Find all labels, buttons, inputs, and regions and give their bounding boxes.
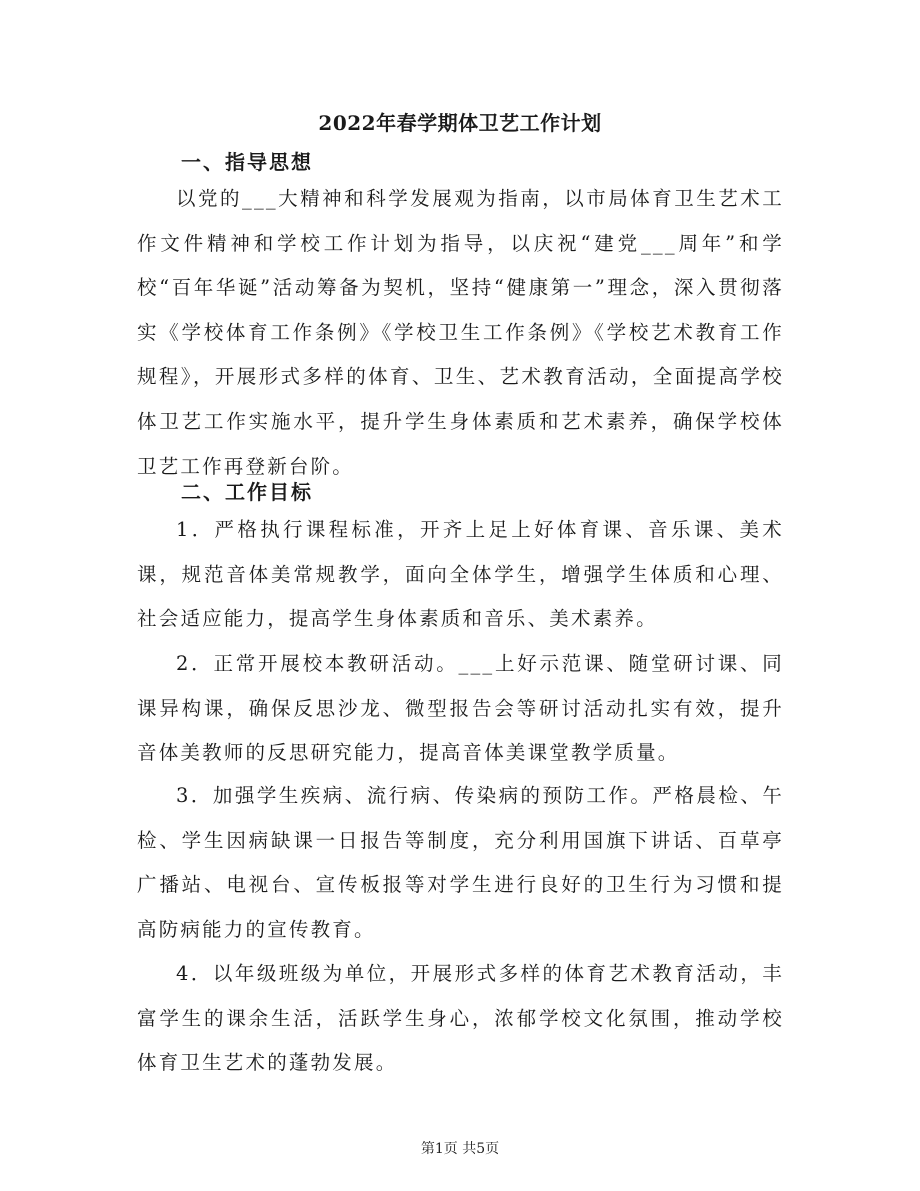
section-heading-guiding-thought: 一、指导思想 <box>181 150 313 174</box>
paragraph-guiding-thought: 以党的___大精神和科学发展观为指南，以市局体育卫生艺术工作文件精神和学校工作计划为指导，以庆祝“建党___周年”和学校“百年华诞”活动筹备为契机，坚持“健康第一”理念，深入贯彻落实《学校体育工作条例》《学校卫生工作条例》《学校艺术教育工作规程》，开展形式多样的体育、卫生、艺术教育活动，全面提高学校体卫艺工作实施水平，提升学生身体素质和艺术素养，确保学校体卫艺工作再登新台阶。 <box>137 187 784 478</box>
paragraph-goal-3: 3．加强学生疾病、流行病、传染病的预防工作。严格晨检、午检、学生因病缺课一日报告等制度，充分利用国旗下讲话、百草亭广播站、电视台、宣传板报等对学生进行良好的卫生行为习惯和提高防病能力的宣传教育。 <box>137 784 784 941</box>
paragraph-goal-1: 1．严格执行课程标准，开齐上足上好体育课、音乐课、美术课，规范音体美常规教学，面向全体学生，增强学生体质和心理、社会适应能力，提高学生身体素质和音乐、美术素养。 <box>137 518 784 631</box>
paragraph-goal-4: 4．以年级班级为单位，开展形式多样的体育艺术教育活动，丰富学生的课余生活，活跃学生身心，浓郁学校文化氛围，推动学校体育卫生艺术的蓬勃发展。 <box>137 962 784 1075</box>
document-title: 2022年春学期体卫艺工作计划 <box>318 111 602 135</box>
page-number-footer: 第1页 共5页 <box>420 1141 500 1157</box>
section-heading-work-goals: 二、工作目标 <box>181 480 313 504</box>
paragraph-goal-2: 2．正常开展校本教研活动。___上好示范课、随堂研讨课、同课异构课，确保反思沙龙、微型报告会等研讨活动扎实有效，提升音体美教师的反思研究能力，提高音体美课堂教学质量。 <box>137 652 784 765</box>
